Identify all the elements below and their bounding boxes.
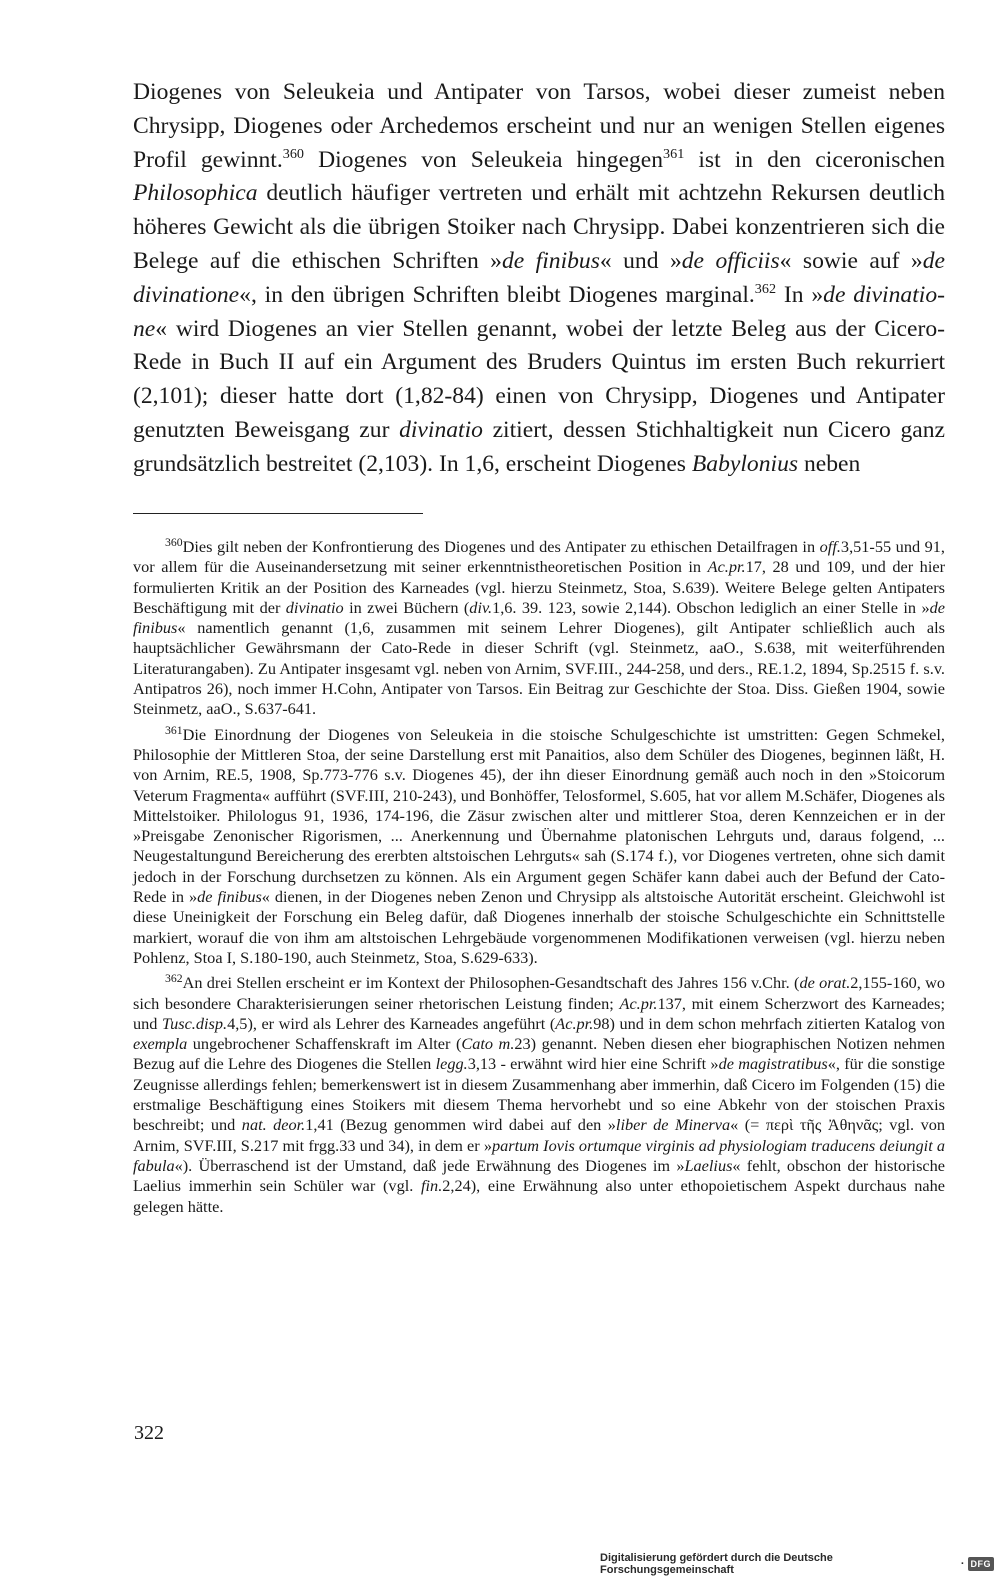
text-run: ungebrochener Schaffenskraft im Alter ( bbox=[187, 1034, 462, 1054]
text-run: «, für die sonstige Zeugnisse allerdings fehlen; bemerkenswert ist in diesem Zusammenhang aber immerhin, daß Cicero im Folgenden (15) die erstmalige Beschäftigung eines Stoikers mit diesem Thema hervorhebt und so eine Abkehr von der stoischen Praxis beschreibt; und bbox=[133, 1054, 945, 1135]
text-run: deutlich häufiger vertreten und erhält mit achtzehn Rekursen deutlich höheres Gewicht als die übrigen Stoiker nach Chrysipp. Dabei konzentrieren sich die Belege auf die ethischen Schriften » bbox=[133, 180, 945, 274]
text-run: 17, 28 und 109, und der hier formulierten Kritik an der Position des Karneades (vgl. hierzu Steinmetz, Stoa, S.639). Weitere Belege gelten Antipaters Beschäftigung mit der bbox=[133, 557, 945, 617]
italic-text: de orat. bbox=[799, 973, 851, 993]
italic-text: de finibus bbox=[501, 247, 600, 274]
italic-text: Babylonius bbox=[691, 450, 799, 477]
text-run: in zwei Büchern ( bbox=[343, 597, 470, 617]
text-run: 1,6. 39. 123, sowie 2,144). Obschon lediglich an einer Stelle in » bbox=[492, 597, 930, 617]
italic-text: partum Iovis ortumque virginis ad physiologiam traducens deiungit a fabula bbox=[133, 1135, 945, 1175]
italic-text: de magistratibus bbox=[718, 1054, 828, 1074]
italic-text: Cato m. bbox=[461, 1034, 515, 1054]
italic-text: Ac.pr. bbox=[555, 1013, 594, 1033]
text-run: 3,13 - erwähnt wird hier eine Schrift » bbox=[467, 1054, 719, 1074]
text-run: 98) und in dem schon mehrfach zitierten Katalog von bbox=[593, 1013, 945, 1033]
footnote-ref: 362 bbox=[754, 280, 777, 297]
italic-text: Tusc.disp. bbox=[161, 1013, 228, 1033]
text-run: In » bbox=[776, 281, 824, 308]
funding-banner-text: Digitalisierung gefördert durch die Deutsche Forschungsgemeinschaft bbox=[600, 1552, 833, 1576]
text-run: Die Einordnung der Diogenes von Seleukeia in die stoische Schulgeschichte ist umstritten: Gegen Schmekel, Philosophie der Mittleren Stoa, der seine Darstellung erst mit Panaitios, also dem Schüler des Diogenes, beginnen läßt, H. von Arnim, RE.5, 1908, Sp.773-776 s.v. Diogenes 45), der ihn dieser Einordnung gemäß auch noch in den »Stoicorum Veterum Fragmenta« aufführt (SVF.III, 210-243), und Bonhöffer, Telosformel, S.605, hat vor allem M.Schäfer, Diogenes als Mittelstoiker. Philologus 91, 1936, 174-196, die Zäsur zwischen alter und mittlerer Stoa, deren Kennzeichen er in der »Preisgabe Zenonischer Rigorismen, ... Anerkennung und Übernahme platonischen Lehrguts und, daraus folgend, ... Neugestaltungund Bereicherung des ererbten altstoischen Lehrguts« sah (S.174 f.), vor Diogenes vertreten, ohne sich damit jedoch in der Forschung durchsetzen zu können. Als ein Argument gegen Schäfer kann dabei auch der Befund der Cato-Rede in » bbox=[133, 724, 945, 907]
text-run: 2,155-160, wo sich besondere Charakterisierungen seiner rhetorischen Leistung finden; bbox=[133, 973, 945, 1013]
italic-text: de divinatione bbox=[133, 281, 945, 342]
text-run: 4,5), er wird als Lehrer des Karneades angeführt ( bbox=[227, 1013, 556, 1033]
italic-text: de finibus bbox=[133, 597, 945, 638]
footnote-361 bbox=[133, 725, 945, 969]
italic-text: off. bbox=[819, 537, 841, 556]
footnote-number: 360 bbox=[165, 536, 183, 550]
italic-text: divinatio bbox=[399, 416, 483, 443]
text-run: zitiert, dessen Stichhaltigkeit nun Cicero ganz grundsätzlich bestreitet (2,103). In 1,6, erscheint Diogenes bbox=[133, 416, 945, 477]
footnote-ref: 361 bbox=[663, 145, 685, 162]
text-run: 2,24), eine Erwähnung also unter ethopoietischem Aspekt durchaus nahe gelegen hätte. bbox=[133, 1176, 946, 1216]
italic-text: nat. deor. bbox=[241, 1115, 306, 1135]
italic-text: de finibus bbox=[197, 887, 262, 907]
text-run: «). Überraschend ist der Umstand, daß jede Erwähnung des Diogenes im » bbox=[174, 1155, 685, 1175]
text-run: « fehlt, obschon der historische Laelius immerhin sein Schüler war (vgl. bbox=[133, 1155, 945, 1196]
italic-text: de officiis bbox=[681, 247, 780, 274]
italic-text: fin. bbox=[421, 1176, 443, 1196]
text-run: « und » bbox=[599, 247, 682, 274]
italic-text: Ac.pr. bbox=[707, 557, 746, 577]
text-run: 1,41 (Bezug genommen wird dabei auf den » bbox=[305, 1115, 616, 1135]
footnote-separator bbox=[133, 513, 423, 514]
italic-text: de divinatione bbox=[133, 247, 945, 308]
main-text bbox=[133, 76, 945, 482]
footnote-number: 362 bbox=[165, 972, 183, 986]
page-number: 322 bbox=[134, 1422, 164, 1444]
text-run: Diogenes von Seleukeia und Antipater von Tarsos, wobei dieser zumeist neben Chrysipp, Diogenes oder Archedemos erscheint und nur an wenigen Stellen eigenes Profil gewinnt. bbox=[133, 79, 945, 173]
text-run: ist in den ciceronischen bbox=[684, 146, 946, 173]
footnotes bbox=[133, 537, 945, 1222]
italic-text: Laelius bbox=[684, 1155, 733, 1175]
text-run: « sowie auf » bbox=[779, 247, 923, 274]
text-run: « namentlich genannt (1,6, zusammen mit seinem Lehrer Diogenes), gilt Antipater schließlich auch als hauptsächlicher Gewährsmann der Cato-Rede in dieser Schrift (vgl. Steinmetz, aaO., S.638, mit weiterführenden Literaturangaben). Zu Antipater insgesamt vgl. neben von Arnim, SVF.III., 244-258, und ders., RE.1.2, 1894, Sp.2515 f. s.v. Antipatros 26), noch immer H.Cohn, Antipater von Tarsos. Ein Beitrag zur Geschichte der Stoa. Diss. Gießen 1904, sowie Steinmetz, aaO., S.637-641. bbox=[133, 618, 945, 719]
text-run: 137, mit einem Scherzwort des Karneades; und bbox=[133, 993, 945, 1033]
italic-text: div. bbox=[469, 597, 493, 617]
italic-text: Ac.pr. bbox=[619, 993, 658, 1013]
funding-banner-separator: · bbox=[960, 1558, 965, 1570]
text-run: « (= περὶ τῆς Ἀθηνᾶς; vgl. von Arnim, SVF.III, S.217 mit frgg.33 und 34), in dem er » bbox=[133, 1115, 945, 1155]
italic-text: exempla bbox=[133, 1034, 188, 1054]
text-run: neben bbox=[798, 450, 861, 477]
italic-text: divinatio bbox=[285, 597, 344, 617]
footnote-ref: 360 bbox=[282, 145, 304, 162]
italic-text: legg. bbox=[435, 1054, 468, 1074]
italic-text: liber de Minerva bbox=[615, 1115, 731, 1135]
footnote-number: 361 bbox=[165, 723, 183, 737]
text-run: Dies gilt neben der Konfrontierung des Diogenes und des Antipater zu ethischen Detailfragen in bbox=[182, 537, 820, 556]
dfg-logo-icon: DFG bbox=[968, 1557, 995, 1571]
italic-text: Philosophica bbox=[133, 180, 258, 207]
text-run: 3,51-55 und 91, vor allem für die Auseinandersetzung mit seiner erkenntnistheoretischen Position in bbox=[133, 537, 946, 577]
text-run: « dienen, in der Diogenes neben Zenon und Chrysipp als altstoische Autorität erscheint. Gleichwohl ist diese Uneinigkeit der Forschung ein Beleg dafür, daß Diogenes innerhalb der stoische Schulgeschichte ein Schnittstelle markiert, worauf die von ihm am altstoischen Lehrgebäude vorgenommenen Modifikationen verweisen (vgl. hierzu neben Pohlenz, Stoa I, S.180-190, auch Steinmetz, Stoa, S.629-633). bbox=[133, 887, 946, 967]
footnote-360 bbox=[133, 537, 945, 720]
body-paragraph bbox=[133, 76, 945, 482]
text-run: Diogenes von Seleukeia hingegen bbox=[303, 146, 664, 173]
text-run: 23) genannt. Neben diesen eher biographischen Notizen nehmen Bezug auf die Lehre des Diogenes die Stellen bbox=[133, 1034, 945, 1074]
funding-banner bbox=[600, 1553, 1000, 1575]
footnote-362 bbox=[133, 973, 945, 1217]
text-run: « wird Diogenes an vier Stellen genannt, wobei der letzte Beleg aus der Cicero-Rede in Buch II auf ein Argument des Bruders Quintus im ersten Buch rekurriert (2,101); dieser hatte dort (1,82-84) einen von Chrysipp, Diogenes und Antipater genutzten Beweisgang zur bbox=[133, 315, 945, 443]
text-run: «, in den übrigen Schriften bleibt Diogenes marginal. bbox=[239, 281, 755, 308]
text-run: An drei Stellen erscheint er im Kontext der Philosophen-Gesandtschaft des Jahres 156 v.Chr. ( bbox=[182, 973, 800, 993]
